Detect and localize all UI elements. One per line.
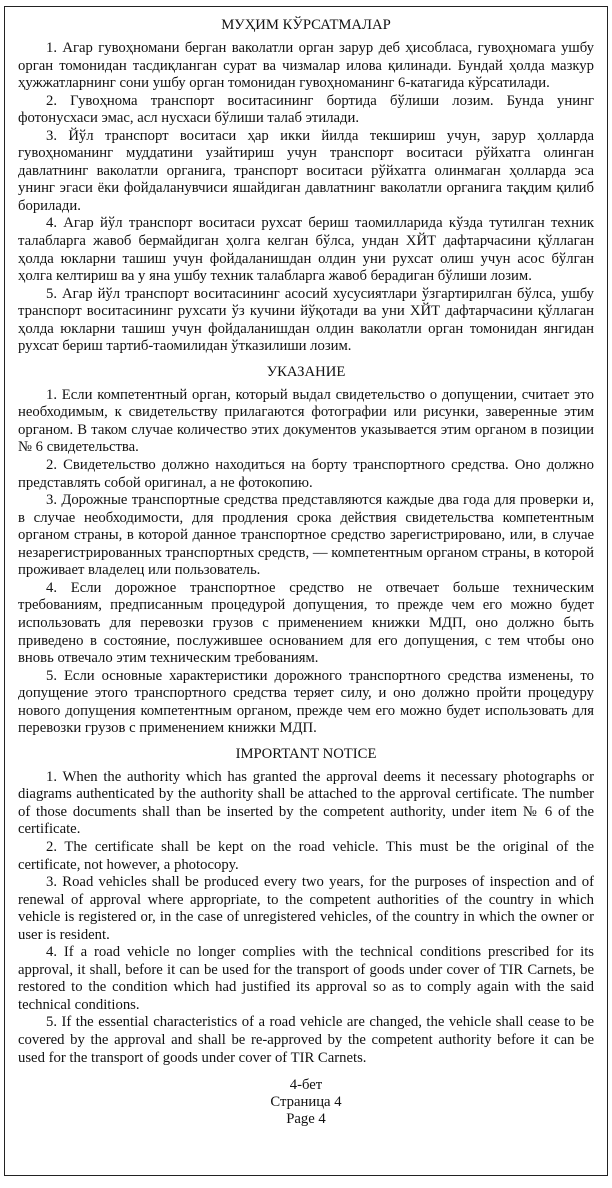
page-number-uz: 4-бет	[289, 1077, 323, 1094]
section-title: МУҲИМ КЎРСАТМАЛАР	[221, 17, 391, 33]
paragraph: 2. Гувоҳнома транспорт воситасининг бортида бўлиши лозим. Бунда унинг фотонусхаси эмас, асл нусхаси бўлиши талаб этилади.	[18, 92, 594, 127]
paragraph: 1. Если компетентный орган, который выдал свидетельство о допущении, считает это необходимым, к свидетельству прилагаются фотографии или рисунки, заверенные этим органом. В таком случае количество этих документов указывается этим органом в позиции № 6 свидетельства.	[18, 386, 594, 456]
page-footer	[18, 1077, 594, 1128]
paragraph: 3. Йўл транспорт воситаси ҳар икки йилда текшириш учун, зарур ҳолларда гувоҳноманинг муддатини узайтириш учун транспорт воситаси рўйхатга олинган давлатнинг ваколатли органига, транспорт воситаси рўйхатга олинмаган ҳолларда эса унинг эгаси ёки фойдаланувчиси яшайдиган давлатнинг ваколатли органига тақдим қилиб борилади.	[18, 127, 594, 214]
page-number-en: Page 4	[286, 1111, 326, 1128]
section-uzbek	[18, 17, 594, 356]
paragraph: 1. Агар гувоҳномани берган ваколатли орган зарур деб ҳисобласа, гувоҳномага ушбу орган томонидан тасдиқланган сурат ва чизмалар илова қилинади. Бундай ҳолда мазкур ҳужжатларнинг сони ушбу орган томонидан гувоҳноманинг 6-катагида кўрсатилади.	[18, 40, 594, 92]
paragraph: 2. Свидетельство должно находиться на борту транспортного средства. Оно должно представлять собой оригинал, а не фотокопию.	[18, 457, 594, 491]
paragraph: 4. If a road vehicle no longer complies with the technical conditions prescribed for its approval, it shall, before it can be used for the transport of goods under cover of TIR Carnets, be restored to the condition which had justified its approval so as to comply again with the said technical conditions.	[18, 944, 594, 1013]
paragraph: 5. If the essential characteristics of a road vehicle are changed, the vehicle shall cease to be covered by the approval and shall be re-approved by the competent authority before it can be used for the transport of goods under cover of TIR Carnets.	[18, 1014, 594, 1066]
paragraph: 3. Road vehicles shall be produced every two years, for the purposes of inspection and of renewal of approval where appropriate, to the competent authorities of the country in which vehicle is registered or, in the case of unregistered vehicles, of the country in which the owner or user is resident.	[18, 874, 594, 943]
paragraph: 2. The certificate shall be kept on the road vehicle. This must be the original of the certificate, not however, a photocopy.	[18, 838, 594, 873]
document-page	[4, 6, 608, 1176]
paragraph: 5. Агар йўл транспорт воситасининг асосий хусусиятлари ўзгартирилган бўлса, ушбу транспорт воситасининг рухсати ўз кучини йўқотади ва уни ХЙТ дафтарчасини қўллаган ҳолда юкларни ташиш учун фойдаланишдан олдин ваколатли орган томонидан янгидан рухсат бериш тартиб-таомилидан ўтказилиши лозим.	[18, 285, 594, 355]
section-russian	[18, 364, 594, 738]
paragraph: 1. When the authority which has granted the approval deems it necessary photographs or diagrams authenticated by the authority shall be attached to the approval certificate. The number of those documents shall than be inserted by the competent authority, under item № 6 of the certificate.	[18, 768, 594, 838]
paragraph: 4. Агар йўл транспорт воситаси рухсат бериш таомилларида кўзда тутилган техник талабларга жавоб бермайдиган ҳолга келган бўлса, ундан ХЙТ дафтарчасини қўллаган ҳолда юкларни ташиш учун фойдаланишдан олдин уни рухсат олиш учун асос бўлган ҳолга келтириш ва у яна ушбу техник талабларга жавоб берадиган бўлиши лозим.	[18, 215, 594, 285]
paragraph: 4. Если дорожное транспортное средство не отвечает больше техническим требованиям, предписанным процедурой допущения, то прежде чем его можно будет использовать для перевозки грузов с применением книжки МДП, оно должно быть приведено в состояние, послужившее основанием для его допущения, с тем чтобы оно вновь отвечало этим техническим требованиям.	[18, 579, 594, 667]
page-number-ru: Страница 4	[270, 1094, 342, 1111]
paragraph: 3. Дорожные транспортные средства представляются каждые два года для проверки и, в случае необходимости, для продления срока действия свидетельства компетентным органом страны, в которой данное транспортное средство зарегистрировано, или, в случае незарегистрированных транспортных средств, — компетентным органом страны, в которой проживает владелец или пользователь.	[18, 492, 594, 579]
section-title: IMPORTANT NOTICE	[235, 745, 377, 762]
section-english	[18, 746, 594, 1067]
paragraph: 5. Если основные характеристики дорожного транспортного средства изменены, то допущение этого транспортного средства теряет силу, и оно должно пройти процедуру нового допущения компетентным органом, прежде чем его можно будет использовать для перевозки грузов с применением книжки МДП.	[18, 667, 594, 737]
section-title: УКАЗАНИЕ	[266, 363, 346, 380]
